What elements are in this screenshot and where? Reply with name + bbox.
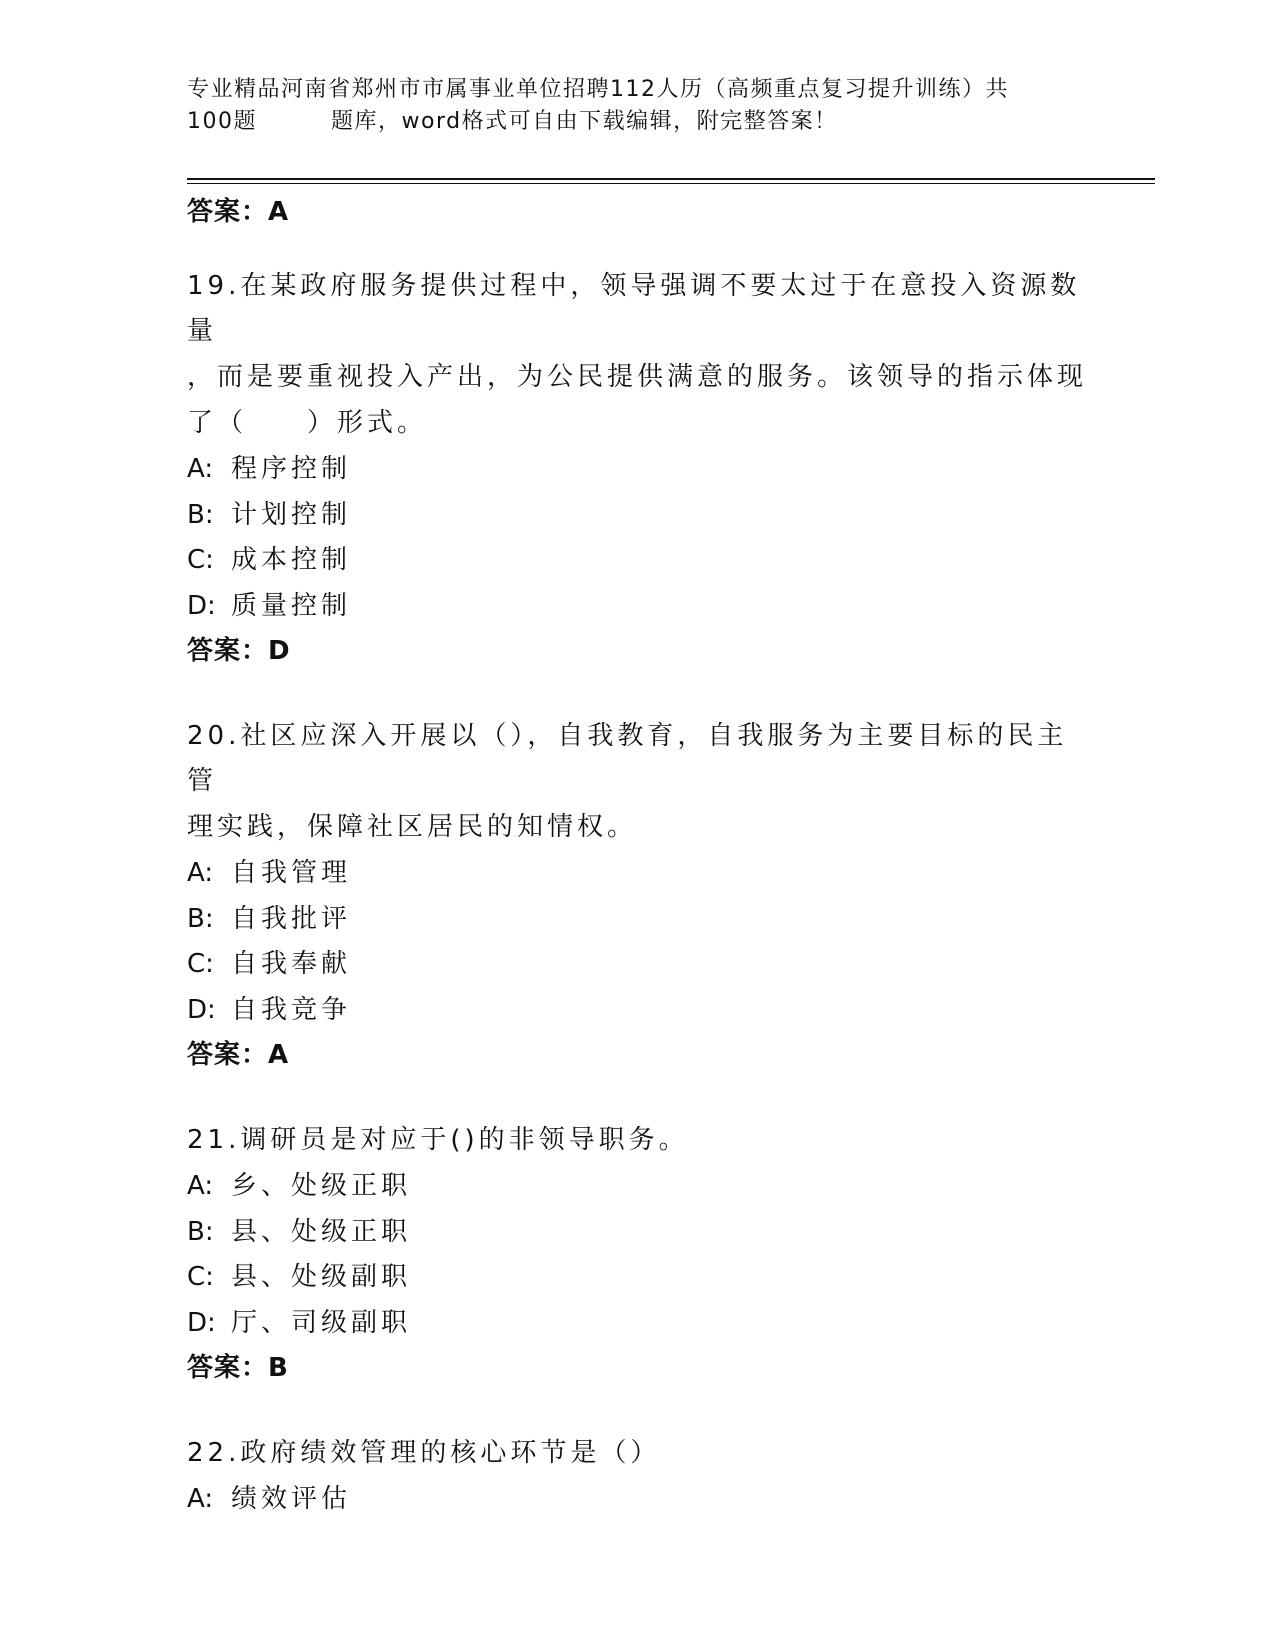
header-divider-thin xyxy=(187,183,1155,184)
question-21 xyxy=(187,1118,1087,1390)
question-stem-line: ，而是要重视投入产出，为公民提供满意的服务。该领导的指示体现 xyxy=(187,362,1088,392)
document-body xyxy=(187,190,1087,1564)
question-22 xyxy=(187,1431,1087,1523)
option-a: A: 乡、处级正职 xyxy=(187,1171,412,1201)
option-a: A: 绩效评估 xyxy=(187,1484,352,1514)
question-stem-line: 20.社区应深入开展以（），自我教育，自我服务为主要目标的民主管 xyxy=(187,721,1068,796)
option-d: D: 自我竞争 xyxy=(187,994,352,1025)
question-stem-line: 22.政府绩效管理的核心环节是（） xyxy=(187,1438,661,1468)
question-stem-line: 21.调研员是对应于()的非领导职务。 xyxy=(187,1125,689,1155)
option-b: B: 县、处级正职 xyxy=(187,1216,412,1247)
option-a: A: 程序控制 xyxy=(187,454,352,484)
option-c: C: 自我奉献 xyxy=(187,949,352,979)
header-line-2-count: 100题 xyxy=(187,109,257,134)
previous-answer: 答案：A xyxy=(187,197,290,227)
header-line-2 xyxy=(187,106,1077,138)
header-divider-thick xyxy=(187,178,1155,180)
option-b: B: 计划控制 xyxy=(187,499,352,530)
header-line-2-desc: 题库，word格式可自由下载编辑，附完整答案！ xyxy=(331,109,838,134)
option-d: D: 厅、司级副职 xyxy=(187,1307,412,1338)
answer-line: 答案：A xyxy=(187,1040,290,1070)
option-a: A: 自我管理 xyxy=(187,858,352,888)
question-20 xyxy=(187,714,1087,1077)
option-c: C: 成本控制 xyxy=(187,545,352,575)
question-stem-line: 理实践，保障社区居民的知情权。 xyxy=(187,812,638,842)
option-b: B: 自我批评 xyxy=(187,903,352,934)
option-c: C: 县、处级副职 xyxy=(187,1262,412,1292)
question-stem-line: 19.在某政府服务提供过程中，领导强调不要太过于在意投入资源数量 xyxy=(187,271,1081,346)
answer-line: 答案：B xyxy=(187,1353,289,1383)
answer-line: 答案：D xyxy=(187,636,291,666)
question-19 xyxy=(187,264,1087,673)
question-stem-line: 了（ ）形式。 xyxy=(187,408,428,438)
document-header xyxy=(187,74,1077,138)
header-line-1: 专业精品河南省郑州市市属事业单位招聘112人历（高频重点复习提升训练）共 xyxy=(187,77,1009,102)
option-d: D: 质量控制 xyxy=(187,590,352,621)
